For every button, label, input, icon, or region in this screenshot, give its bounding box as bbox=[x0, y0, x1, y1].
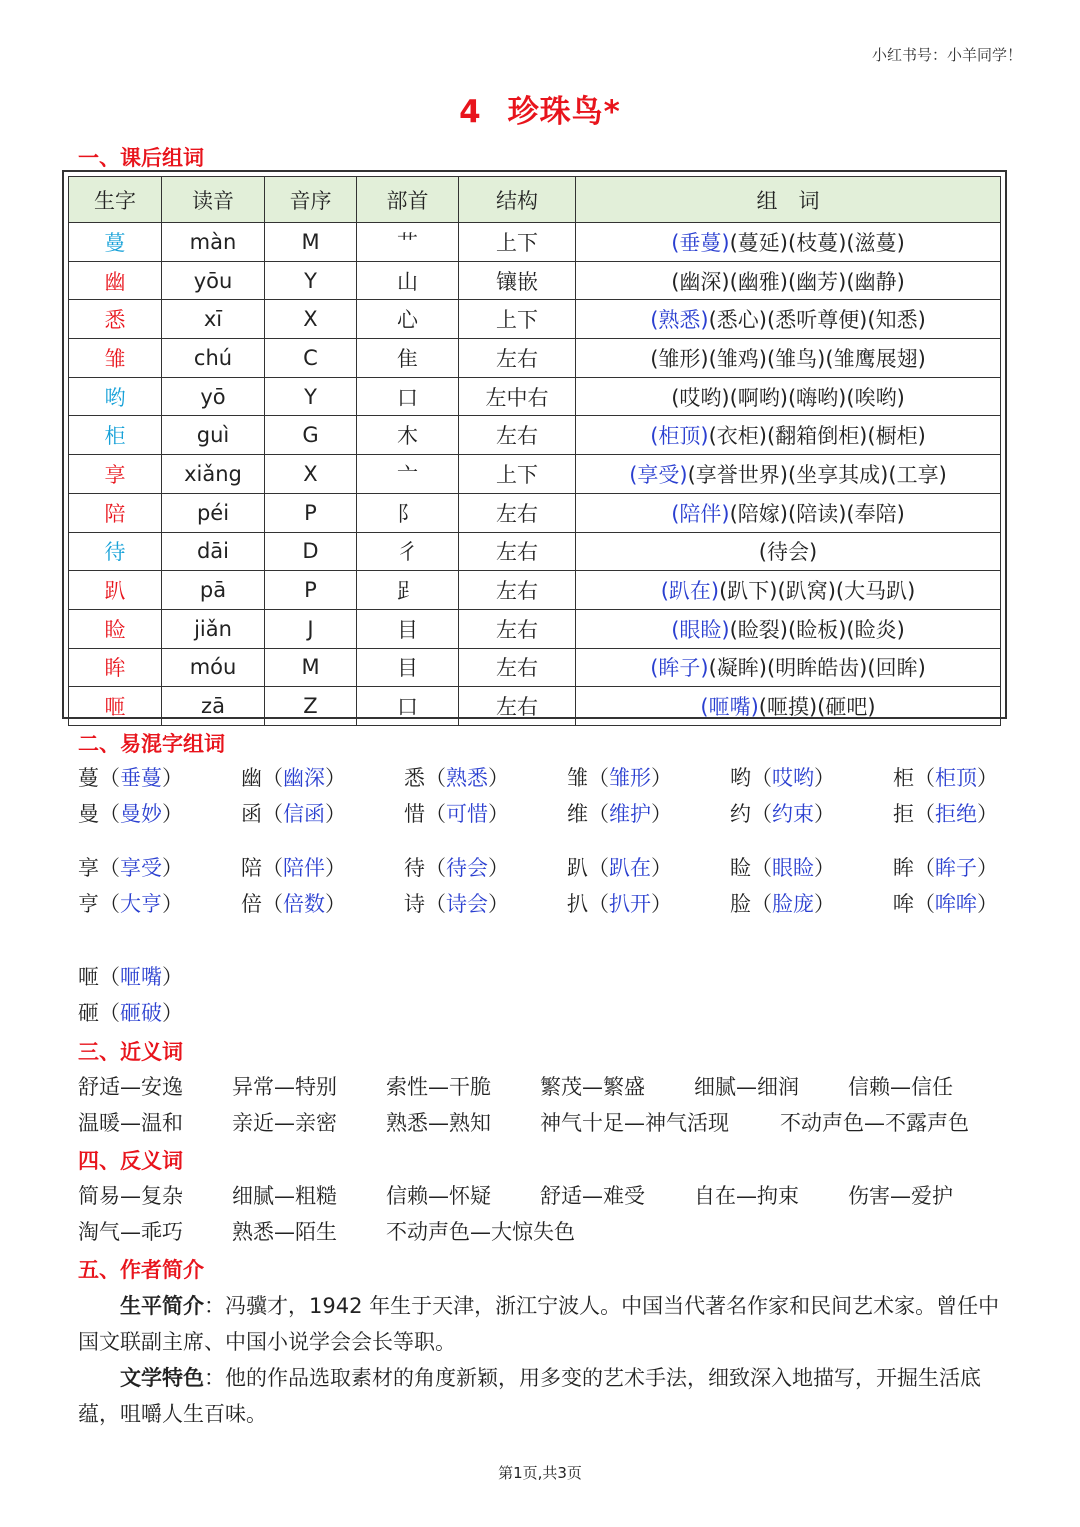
cell-char: 眸 bbox=[69, 648, 162, 687]
word-pair: 伤害—爱护 bbox=[848, 1184, 953, 1208]
table-row bbox=[69, 339, 1001, 378]
confusing-item: 趴（趴在） bbox=[567, 856, 672, 880]
confusing-word: 柜顶 bbox=[935, 766, 977, 790]
cell-char: 陪 bbox=[69, 493, 162, 532]
table-row bbox=[69, 532, 1001, 571]
highlight-word: (享受) bbox=[629, 462, 688, 487]
confusing-char: 倍 bbox=[241, 892, 262, 916]
confusing-item: 曼（曼妙） bbox=[78, 802, 183, 826]
confusing-word: 熟悉 bbox=[446, 766, 488, 790]
cell-structure: 左右 bbox=[459, 687, 576, 726]
confusing-word: 维护 bbox=[609, 802, 651, 826]
table-row bbox=[69, 223, 1001, 262]
confusing-item: 约（约束） bbox=[730, 802, 835, 826]
cell-order: Y bbox=[265, 261, 357, 300]
confusing-item: 睑（眼睑） bbox=[730, 856, 835, 880]
cell-words bbox=[576, 377, 1001, 416]
cell-pinyin: xiǎng bbox=[162, 455, 265, 494]
confusing-char: 趴 bbox=[567, 856, 588, 880]
word-pair: 细腻—细润 bbox=[694, 1075, 799, 1099]
confusing-item: 幽（幽深） bbox=[241, 766, 346, 790]
confusing-char: 蔓 bbox=[78, 766, 99, 790]
col-header: 音序 bbox=[265, 177, 357, 223]
cell-radical: 艹 bbox=[357, 223, 459, 262]
confusing-item: 咂（咂嘴） bbox=[78, 965, 183, 989]
confusing-char: 砸 bbox=[78, 1001, 99, 1025]
confusing-char: 扒 bbox=[567, 892, 588, 916]
word-pair: 熟悉—陌生 bbox=[232, 1220, 337, 1244]
confusing-word: 咂嘴 bbox=[120, 965, 162, 989]
word-pair: 亲近—亲密 bbox=[232, 1111, 337, 1135]
confusing-char: 享 bbox=[78, 856, 99, 880]
confusing-char: 咂 bbox=[78, 965, 99, 989]
table-row bbox=[69, 300, 1001, 339]
cell-words bbox=[576, 648, 1001, 687]
cell-pinyin: móu bbox=[162, 648, 265, 687]
highlight-word: (眸子) bbox=[650, 656, 709, 681]
confusing-char: 约 bbox=[730, 802, 751, 826]
table-row bbox=[69, 609, 1001, 648]
confusing-word: 砸破 bbox=[120, 1001, 162, 1025]
cell-structure: 左右 bbox=[459, 493, 576, 532]
lesson-title: 珍珠鸟* bbox=[507, 94, 621, 130]
word-pair: 自在—拘束 bbox=[694, 1184, 799, 1208]
cell-char: 趴 bbox=[69, 571, 162, 610]
cell-char: 柜 bbox=[69, 416, 162, 455]
highlight-word: (趴在) bbox=[660, 579, 720, 604]
word-pair: 细腻—粗糙 bbox=[232, 1184, 337, 1208]
confusing-word: 哞哞 bbox=[935, 892, 977, 916]
cell-words bbox=[576, 300, 1001, 339]
confusing-word: 约束 bbox=[772, 802, 814, 826]
confusing-char: 睑 bbox=[730, 856, 751, 880]
cell-pinyin: pā bbox=[162, 571, 265, 610]
highlight-word: (咂嘴) bbox=[700, 695, 759, 720]
cell-radical: 目 bbox=[357, 648, 459, 687]
confusing-char: 函 bbox=[241, 802, 262, 826]
other-words: (雏形)(雏鸡)(雏鸟)(雏鹰展翅) bbox=[650, 346, 926, 371]
other-words: (凝眸)(明眸皓齿)(回眸) bbox=[708, 656, 926, 681]
word-pair: 信赖—信任 bbox=[848, 1075, 953, 1099]
word-pair: 舒适—安逸 bbox=[78, 1075, 183, 1099]
confusing-word: 信函 bbox=[283, 802, 325, 826]
style-label: 文学特色 bbox=[120, 1366, 204, 1390]
table-header-row bbox=[69, 177, 1001, 223]
other-words: (睑裂)(睑板)(睑炎) bbox=[729, 617, 905, 642]
cell-words bbox=[576, 609, 1001, 648]
confusing-item: 脸（脸庞） bbox=[730, 892, 835, 916]
table-row bbox=[69, 687, 1001, 726]
section-heading-1: 一、课后组词 bbox=[78, 146, 204, 170]
cell-char: 待 bbox=[69, 532, 162, 571]
cell-radical: 口 bbox=[357, 377, 459, 416]
confusing-item: 诗（诗会） bbox=[404, 892, 509, 916]
confusing-word: 待会 bbox=[446, 856, 488, 880]
cell-char: 哟 bbox=[69, 377, 162, 416]
confusing-char: 曼 bbox=[78, 802, 99, 826]
confusing-item: 陪（陪伴） bbox=[241, 856, 346, 880]
cell-order: Y bbox=[265, 377, 357, 416]
confusing-char: 待 bbox=[404, 856, 425, 880]
cell-words bbox=[576, 455, 1001, 494]
confusing-word: 垂蔓 bbox=[120, 766, 162, 790]
confusing-item: 扒（扒开） bbox=[567, 892, 672, 916]
author-style bbox=[78, 1360, 1006, 1432]
confusing-word: 曼妙 bbox=[120, 802, 162, 826]
col-header: 组 词 bbox=[576, 177, 1001, 223]
cell-order: P bbox=[265, 493, 357, 532]
word-pair: 舒适—难受 bbox=[540, 1184, 645, 1208]
highlight-word: (熟悉) bbox=[650, 308, 709, 333]
confusing-word: 享受 bbox=[120, 856, 162, 880]
table-row bbox=[69, 416, 1001, 455]
table-row bbox=[69, 493, 1001, 532]
confusing-item: 拒（拒绝） bbox=[893, 802, 998, 826]
other-words: (咂摸)(砸吧) bbox=[758, 695, 876, 720]
cell-words bbox=[576, 339, 1001, 378]
confusing-word: 雏形 bbox=[609, 766, 651, 790]
table-row bbox=[69, 571, 1001, 610]
highlight-word: (眼睑) bbox=[671, 617, 730, 642]
confusing-item: 悉（熟悉） bbox=[404, 766, 509, 790]
confusing-word: 大亨 bbox=[120, 892, 162, 916]
confusing-word: 拒绝 bbox=[935, 802, 977, 826]
word-pair: 简易—复杂 bbox=[78, 1184, 183, 1208]
confusing-item: 待（待会） bbox=[404, 856, 509, 880]
confusing-char: 惜 bbox=[404, 802, 425, 826]
confusing-item: 眸（眸子） bbox=[893, 856, 998, 880]
confusing-word: 脸庞 bbox=[772, 892, 814, 916]
cell-order: J bbox=[265, 609, 357, 648]
word-pair: 温暖—温和 bbox=[78, 1111, 183, 1135]
cell-words bbox=[576, 687, 1001, 726]
cell-order: C bbox=[265, 339, 357, 378]
cell-order: D bbox=[265, 532, 357, 571]
confusing-char: 悉 bbox=[404, 766, 425, 790]
confusing-char: 维 bbox=[567, 802, 588, 826]
cell-pinyin: jiǎn bbox=[162, 609, 265, 648]
confusing-word: 眸子 bbox=[935, 856, 977, 880]
synonym-line-1 bbox=[78, 1071, 1018, 1107]
page-title bbox=[0, 86, 1080, 131]
confusing-item: 哟（哎哟） bbox=[730, 766, 835, 790]
confusing-char: 幽 bbox=[241, 766, 262, 790]
cell-structure: 左右 bbox=[459, 339, 576, 378]
cell-radical: 隹 bbox=[357, 339, 459, 378]
confusing-word: 倍数 bbox=[283, 892, 325, 916]
cell-radical: 彳 bbox=[357, 532, 459, 571]
word-pair: 熟悉—熟知 bbox=[386, 1111, 491, 1135]
highlight-word: (陪伴) bbox=[671, 501, 730, 526]
bio-text: ：冯骥才，1942 年生于天津，浙江宁波人。中国当代著名作家和民间艺术家。曾任中国文联副主席、中国小说学会会长等职。 bbox=[78, 1294, 1000, 1354]
watermark: 小红书号：小羊同学！ bbox=[871, 46, 1022, 64]
cell-structure: 镶嵌 bbox=[459, 261, 576, 300]
table-row bbox=[69, 261, 1001, 300]
confusing-word: 陪伴 bbox=[283, 856, 325, 880]
antonym-line-1 bbox=[78, 1180, 1018, 1216]
col-header: 生字 bbox=[69, 177, 162, 223]
synonym-line-2 bbox=[78, 1107, 1018, 1143]
cell-char: 享 bbox=[69, 455, 162, 494]
confusing-char: 脸 bbox=[730, 892, 751, 916]
confusing-char: 柜 bbox=[893, 766, 914, 790]
col-header: 部首 bbox=[357, 177, 459, 223]
antonym-line-2 bbox=[78, 1216, 1018, 1252]
word-pair: 淘气—乖巧 bbox=[78, 1220, 183, 1244]
cell-order: Z bbox=[265, 687, 357, 726]
cell-words bbox=[576, 532, 1001, 571]
table-row bbox=[69, 648, 1001, 687]
cell-pinyin: péi bbox=[162, 493, 265, 532]
cell-radical: 阝 bbox=[357, 493, 459, 532]
confusing-word: 幽深 bbox=[283, 766, 325, 790]
cell-words bbox=[576, 261, 1001, 300]
cell-order: X bbox=[265, 300, 357, 339]
cell-char: 雏 bbox=[69, 339, 162, 378]
cell-char: 悉 bbox=[69, 300, 162, 339]
cell-char: 蔓 bbox=[69, 223, 162, 262]
confusing-item: 柜（柜顶） bbox=[893, 766, 998, 790]
cell-structure: 上下 bbox=[459, 300, 576, 339]
other-words: (幽深)(幽雅)(幽芳)(幽静) bbox=[671, 269, 905, 294]
cell-order: X bbox=[265, 455, 357, 494]
cell-pinyin: màn bbox=[162, 223, 265, 262]
confusing-char: 诗 bbox=[404, 892, 425, 916]
cell-pinyin: guì bbox=[162, 416, 265, 455]
cell-words bbox=[576, 493, 1001, 532]
cell-pinyin: chú bbox=[162, 339, 265, 378]
section-heading-4: 四、反义词 bbox=[78, 1149, 183, 1173]
word-pair: 不动声色—大惊失色 bbox=[386, 1220, 575, 1244]
confusing-item: 哞（哞哞） bbox=[893, 892, 998, 916]
confusing-item: 倍（倍数） bbox=[241, 892, 346, 916]
section-heading-5: 五、作者简介 bbox=[78, 1258, 204, 1282]
col-header: 读音 bbox=[162, 177, 265, 223]
cell-words bbox=[576, 416, 1001, 455]
lesson-number: 4 bbox=[459, 94, 482, 130]
cell-pinyin: zā bbox=[162, 687, 265, 726]
cell-radical: 𧾷 bbox=[357, 571, 459, 610]
cell-structure: 左右 bbox=[459, 571, 576, 610]
confusing-item: 亨（大亨） bbox=[78, 892, 183, 916]
confusing-char: 亨 bbox=[78, 892, 99, 916]
highlight-word: (垂蔓) bbox=[671, 230, 730, 255]
word-pair: 神气十足—神气活现 bbox=[540, 1111, 729, 1135]
confusing-word: 诗会 bbox=[446, 892, 488, 916]
confusing-char: 眸 bbox=[893, 856, 914, 880]
cell-radical: 亠 bbox=[357, 455, 459, 494]
author-bio bbox=[78, 1288, 1006, 1360]
other-words: (蔓延)(枝蔓)(滋蔓) bbox=[729, 230, 905, 255]
cell-radical: 口 bbox=[357, 687, 459, 726]
cell-radical: 心 bbox=[357, 300, 459, 339]
other-words: (悉心)(悉听尊便)(知悉) bbox=[708, 308, 926, 333]
confusing-item: 惜（可惜） bbox=[404, 802, 509, 826]
cell-structure: 左右 bbox=[459, 609, 576, 648]
cell-radical: 目 bbox=[357, 609, 459, 648]
confusing-item: 雏（雏形） bbox=[567, 766, 672, 790]
cell-order: G bbox=[265, 416, 357, 455]
other-words: (衣柜)(翻箱倒柜)(橱柜) bbox=[708, 424, 926, 449]
confusing-word: 可惜 bbox=[446, 802, 488, 826]
cell-char: 幽 bbox=[69, 261, 162, 300]
cell-order: M bbox=[265, 648, 357, 687]
other-words: (待会) bbox=[758, 540, 818, 565]
confusing-char: 拒 bbox=[893, 802, 914, 826]
style-text: ：他的作品选取素材的角度新颖，用多变的艺术手法，细致深入地描写，开掘生活底蕴，咀嚼人生百味。 bbox=[78, 1366, 981, 1426]
cell-words bbox=[576, 571, 1001, 610]
word-pair: 索性—干脆 bbox=[386, 1075, 491, 1099]
cell-char: 睑 bbox=[69, 609, 162, 648]
confusing-word: 扒开 bbox=[609, 892, 651, 916]
section-heading-2: 二、易混字组词 bbox=[78, 732, 225, 756]
word-pair: 繁茂—繁盛 bbox=[540, 1075, 645, 1099]
table-row bbox=[69, 455, 1001, 494]
section-heading-3: 三、近义词 bbox=[78, 1040, 183, 1064]
cell-structure: 左中右 bbox=[459, 377, 576, 416]
confusing-char: 雏 bbox=[567, 766, 588, 790]
cell-radical: 山 bbox=[357, 261, 459, 300]
cell-radical: 木 bbox=[357, 416, 459, 455]
other-words: (享誉世界)(坐享其成)(工享) bbox=[687, 462, 947, 487]
cell-pinyin: dāi bbox=[162, 532, 265, 571]
confusing-item: 蔓（垂蔓） bbox=[78, 766, 183, 790]
cell-structure: 左右 bbox=[459, 532, 576, 571]
other-words: (陪嫁)(陪读)(奉陪) bbox=[729, 501, 905, 526]
confusing-item: 维（维护） bbox=[567, 802, 672, 826]
confusing-word: 趴在 bbox=[609, 856, 651, 880]
cell-structure: 左右 bbox=[459, 416, 576, 455]
word-pair: 异常—特别 bbox=[232, 1075, 337, 1099]
bio-label: 生平简介 bbox=[120, 1294, 204, 1318]
confusing-word: 哎哟 bbox=[772, 766, 814, 790]
cell-structure: 左右 bbox=[459, 648, 576, 687]
vocab-table bbox=[68, 176, 1001, 726]
highlight-word: (柜顶) bbox=[650, 424, 709, 449]
cell-pinyin: yōu bbox=[162, 261, 265, 300]
confusing-word: 眼睑 bbox=[772, 856, 814, 880]
word-pair: 不动声色—不露声色 bbox=[780, 1111, 969, 1135]
cell-order: M bbox=[265, 223, 357, 262]
cell-pinyin: xī bbox=[162, 300, 265, 339]
vocab-table-frame bbox=[62, 170, 1007, 719]
cell-structure: 上下 bbox=[459, 223, 576, 262]
word-pair: 信赖—怀疑 bbox=[386, 1184, 491, 1208]
confusing-char: 哞 bbox=[893, 892, 914, 916]
page-footer: 第1页,共3页 bbox=[498, 1464, 582, 1482]
col-header: 结构 bbox=[459, 177, 576, 223]
cell-words bbox=[576, 223, 1001, 262]
table-row bbox=[69, 377, 1001, 416]
other-words: (哎哟)(啊哟)(嗨哟)(唉哟) bbox=[671, 385, 905, 410]
confusing-item: 函（信函） bbox=[241, 802, 346, 826]
confusing-char: 哟 bbox=[730, 766, 751, 790]
confusing-item: 享（享受） bbox=[78, 856, 183, 880]
cell-structure: 上下 bbox=[459, 455, 576, 494]
cell-char: 咂 bbox=[69, 687, 162, 726]
cell-order: P bbox=[265, 571, 357, 610]
confusing-item: 砸（砸破） bbox=[78, 1001, 183, 1025]
other-words: (趴下)(趴窝)(大马趴) bbox=[719, 579, 916, 604]
confusing-char: 陪 bbox=[241, 856, 262, 880]
cell-pinyin: yō bbox=[162, 377, 265, 416]
